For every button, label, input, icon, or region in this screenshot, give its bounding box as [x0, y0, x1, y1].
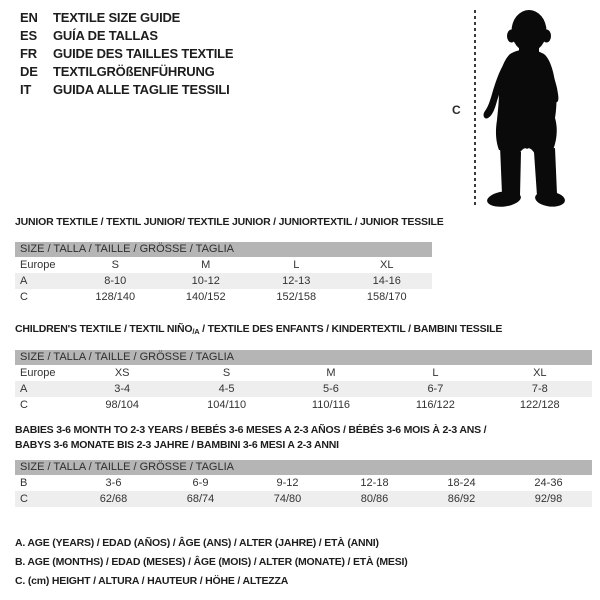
size-cell: 8-10: [104, 275, 127, 287]
language-title-list: [20, 9, 233, 99]
size-cell: 5-6: [323, 383, 339, 395]
size-cell: 68/74: [186, 493, 215, 505]
table-row: [15, 397, 592, 413]
section-title-babies-line2: BABYS 3-6 MONATE BIS 2-3 JAHRE / BAMBINI 3-6 MESI A 2-3 ANNI: [15, 438, 339, 451]
guide-title: TEXTILE SIZE GUIDE: [53, 10, 181, 25]
section-title-children-sub: /A: [192, 327, 200, 336]
footnote-c: C. (cm) HEIGHT / ALTURA / HAUTEUR / HÖHE / ALTEZZA: [15, 575, 289, 587]
size-cell: 10-12: [191, 275, 220, 287]
height-measure-label: C: [452, 103, 461, 117]
children-size-table: [15, 350, 592, 413]
size-cell: 24-36: [534, 477, 563, 489]
size-cell: 122/128: [519, 399, 560, 411]
footnote-b: B. AGE (MONTHS) / EDAD (MESES) / ÂGE (MOIS) / ALTER (MONATE) / ETÀ (MESI): [15, 556, 408, 568]
language-code: FR: [20, 46, 37, 61]
section-title-junior: JUNIOR TEXTILE / TEXTIL JUNIOR/ TEXTILE JUNIOR / JUNIORTEXTIL / JUNIOR TESSILE: [15, 216, 444, 228]
row-label: C: [20, 291, 28, 303]
size-cell: 74/80: [273, 493, 302, 505]
size-cell: S: [222, 367, 231, 379]
size-cell: 3-6: [105, 477, 122, 489]
size-cell: L: [293, 259, 300, 271]
height-measure-dashed-line: [474, 10, 476, 208]
section-title-babies-line1: BABIES 3-6 MONTH TO 2-3 YEARS / BEBÉS 3-6 MESES A 2-3 AÑOS / BÉBÉS 3-6 MOIS À 2-3 ANS /: [15, 424, 487, 436]
row-label: Europe: [20, 259, 56, 271]
size-cell: XL: [533, 367, 547, 379]
guide-title: GUIDE DES TAILLES TEXTILE: [53, 46, 234, 61]
size-cell: 12-13: [282, 275, 311, 287]
size-cell: 7-8: [531, 383, 548, 395]
size-cell: 80/86: [360, 493, 389, 505]
guide-title: TEXTILGRÖßENFÜHRUNG: [53, 64, 215, 79]
size-cell: 9-12: [276, 477, 299, 489]
row-label: C: [20, 399, 28, 411]
guide-title: GUIDA ALLE TAGLIE TESSILI: [53, 82, 230, 97]
size-cell: 6-7: [427, 383, 444, 395]
row-label: C: [20, 493, 28, 505]
size-cell: 128/140: [95, 291, 136, 303]
size-cell: 14-16: [372, 275, 401, 287]
size-cell: 18-24: [447, 477, 476, 489]
size-cell: XL: [380, 259, 394, 271]
size-cell: L: [432, 367, 439, 379]
size-cell: 12-18: [360, 477, 389, 489]
guide-title: GUÍA DE TALLAS: [53, 28, 158, 43]
size-cell: 110/116: [311, 399, 351, 411]
language-row: [20, 81, 233, 99]
size-table-header: SIZE / TALLA / TAILLE / GRÖSSE / TAGLIA: [15, 350, 592, 365]
footnotes: [15, 534, 408, 591]
table-row: [15, 365, 592, 381]
table-row: [15, 475, 592, 491]
language-row: [20, 9, 233, 27]
row-label: A: [20, 275, 28, 287]
section-title-children-post: / TEXTILE DES ENFANTS / KINDERTEXTIL / BAMBINI TESSILE: [199, 323, 503, 335]
size-cell: 6-9: [192, 477, 209, 489]
size-table-header: SIZE / TALLA / TAILLE / GRÖSSE / TAGLIA: [15, 460, 592, 475]
size-cell: M: [326, 367, 336, 379]
size-cell: 152/158: [276, 291, 317, 303]
size-cell: 116/122: [415, 399, 455, 411]
size-table-header: SIZE / TALLA / TAILLE / GRÖSSE / TAGLIA: [15, 242, 432, 257]
language-row: [20, 63, 233, 81]
row-label: A: [20, 383, 28, 395]
section-title-children: [15, 323, 502, 335]
table-row: [15, 381, 592, 397]
baby-silhouette-icon: [483, 8, 567, 210]
row-label: B: [20, 477, 28, 489]
size-cell: 92/98: [534, 493, 563, 505]
table-row: [15, 273, 432, 289]
section-title-babies: [15, 423, 486, 452]
footnote-a: A. AGE (YEARS) / EDAD (AÑOS) / ÂGE (ANS) / ALTER (JAHRE) / ETÀ (ANNI): [15, 537, 379, 549]
size-cell: 3-4: [114, 383, 131, 395]
junior-size-table: [15, 242, 432, 305]
size-cell: 98/104: [105, 399, 140, 411]
language-code: EN: [20, 10, 38, 25]
language-code: ES: [20, 28, 37, 43]
language-row: [20, 45, 233, 63]
table-row: [15, 289, 432, 305]
language-code: DE: [20, 64, 38, 79]
size-cell: 140/152: [185, 291, 226, 303]
size-cell: 86/92: [447, 493, 476, 505]
language-code: IT: [20, 82, 32, 97]
section-title-children-pre: CHILDREN'S TEXTILE / TEXTIL NIÑO: [15, 323, 193, 335]
size-cell: M: [201, 259, 211, 271]
size-cell: XS: [114, 367, 130, 379]
table-row: [15, 257, 432, 273]
size-cell: 158/170: [366, 291, 407, 303]
table-row: [15, 491, 592, 507]
size-cell: 104/110: [207, 399, 247, 411]
language-row: [20, 27, 233, 45]
row-label: Europe: [20, 367, 56, 379]
babies-size-table: [15, 460, 592, 507]
size-cell: 62/68: [99, 493, 128, 505]
size-cell: 4-5: [218, 383, 235, 395]
size-cell: S: [111, 259, 119, 271]
